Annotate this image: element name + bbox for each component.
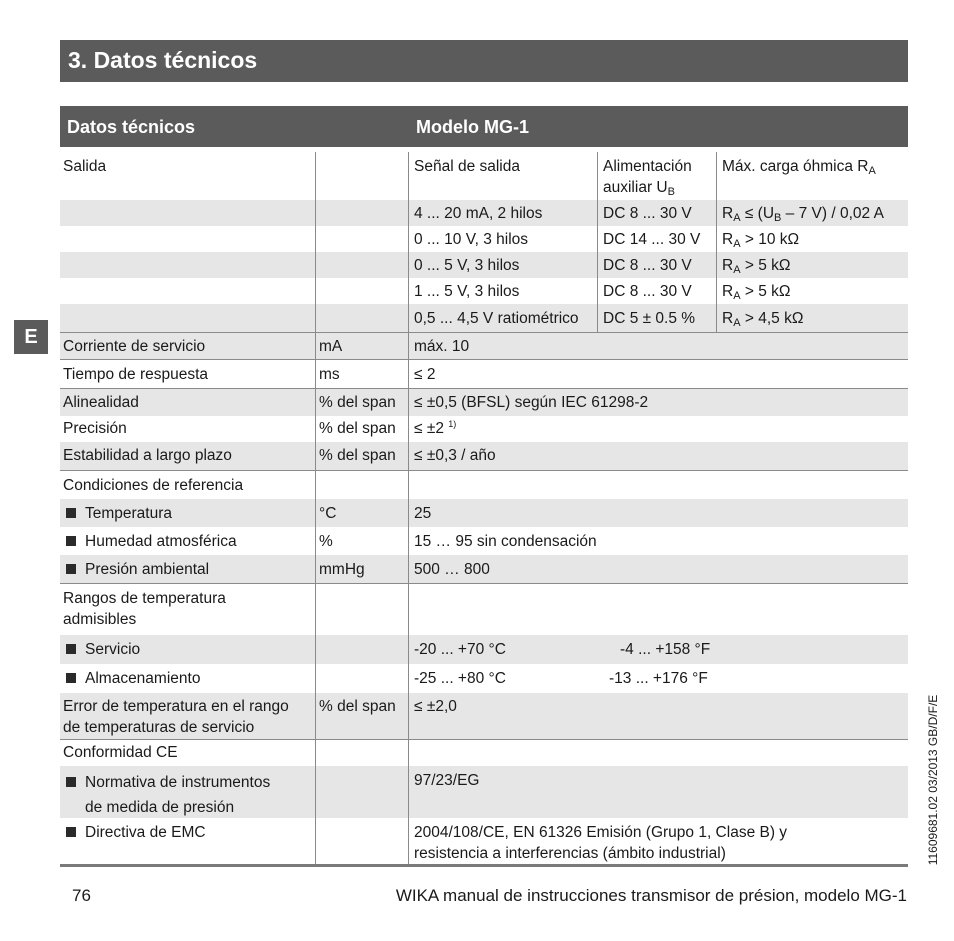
table-row-accuracy: Precisión % del span ≤ ±2 $^{1)}$	[60, 415, 908, 442]
row-label: Salida	[63, 158, 107, 175]
table-row	[60, 200, 908, 226]
output-signal: 0,5 ... 4,5 V ratiométrico	[414, 310, 579, 327]
table-bottom-rule	[60, 864, 908, 867]
max-load: $R_A > 5$ kΩ	[722, 257, 791, 276]
supply-voltage: DC 8 ... 30 V	[603, 257, 692, 274]
max-load-heading: Máx. carga óhmica $R_A$	[722, 158, 876, 177]
language-tab: E	[14, 320, 48, 354]
max-load: $R_A \le (U_B - 7$ V) / 0,02 A	[722, 205, 884, 224]
bullet-square-icon	[66, 564, 76, 574]
table-row-ambient-pressure: Presión ambiental mmHg 500 … 800	[60, 555, 908, 583]
output-signal: 4 ... 20 mA, 2 hilos	[414, 205, 543, 222]
section-title: 3. Datos técnicos	[68, 47, 258, 73]
table-row-humidity: Humedad atmosférica % 15 … 95 sin condensación	[60, 527, 908, 555]
header-col-specs: Datos técnicos	[67, 117, 196, 137]
accuracy-value: ≤ ±2 $^{1)}$	[414, 419, 457, 437]
table-row-current: Corriente de servicio mA máx. 10	[60, 332, 908, 359]
page-number: 76	[72, 886, 91, 905]
table-row-operating-range: Servicio -20 ... +70 °C -4 ... +158 °F	[60, 635, 908, 664]
table-row	[60, 278, 908, 304]
table-row-storage-range: Almacenamiento -25 ... +80 °C -13 ... +176 °F	[60, 664, 908, 693]
table-row-output	[60, 152, 908, 200]
table-row-nonlinearity: Alinealidad % del span ≤ ±0,5 (BFSL) según IEC 61298-2	[60, 388, 908, 416]
table-row	[60, 226, 908, 252]
output-signal-heading: Señal de salida	[414, 158, 520, 175]
table-row-temperature-error: Error de temperatura en el rango de temperaturas de servicio % del span ≤ ±2,0	[60, 693, 908, 739]
bullet-square-icon	[66, 673, 76, 683]
bullet-square-icon	[66, 536, 76, 546]
table-row-emc-directive: Directiva de EMC 2004/108/CE, EN 61326 Emisión (Grupo 1, Clase B) y resistencia a interferencias (ámbito industrial)	[60, 818, 908, 864]
table-row-pressure-directive: Normativa de instrumentos de medida de presión 97/23/EG	[60, 766, 908, 818]
max-load: $R_A > 5$ kΩ	[722, 283, 791, 302]
table-header	[60, 106, 908, 147]
bullet-square-icon	[66, 777, 76, 787]
table-row	[60, 304, 908, 332]
page-footer: WIKA manual de instrucciones transmisor de présion, modelo MG-1	[395, 886, 907, 905]
supply-voltage: DC 8 ... 30 V	[603, 283, 692, 300]
bullet-square-icon	[66, 827, 76, 837]
section-heading	[60, 40, 908, 82]
table-row-reference-conditions: Condiciones de referencia	[60, 470, 908, 500]
output-signal: 0 ... 10 V, 3 hilos	[414, 231, 529, 248]
output-signal: 1 ... 5 V, 3 hilos	[414, 283, 520, 300]
header-col-model: Modelo MG-1	[416, 117, 529, 137]
table-row	[60, 252, 908, 278]
bullet-square-icon	[66, 508, 76, 518]
bullet-square-icon	[66, 644, 76, 654]
output-signal: 0 ... 5 V, 3 hilos	[414, 257, 520, 274]
supply-voltage: DC 14 ... 30 V	[603, 231, 701, 248]
table-row-ce-conformity: Conformidad CE	[60, 739, 908, 767]
supply-voltage: DC 8 ... 30 V	[603, 205, 692, 222]
supply-voltage: DC 5 ± 0.5 %	[603, 310, 696, 327]
table-row-temperature: Temperatura °C 25	[60, 499, 908, 527]
table-row-stability: Estabilidad a largo plazo % del span ≤ ±0,3 / año	[60, 442, 908, 470]
table-row-response-time: Tiempo de respuesta ms ≤ 2	[60, 359, 908, 388]
max-load: $R_A > 4,5$ kΩ	[722, 310, 804, 329]
table-row-temperature-ranges: Rangos de temperatura admisibles	[60, 583, 908, 636]
aux-supply-heading: Alimentación auxiliar $U_B$	[603, 158, 692, 198]
document-id: 11609681.02 03/2013 GB/D/F/E	[926, 694, 940, 866]
max-load: $R_A > 10$ kΩ	[722, 231, 800, 250]
